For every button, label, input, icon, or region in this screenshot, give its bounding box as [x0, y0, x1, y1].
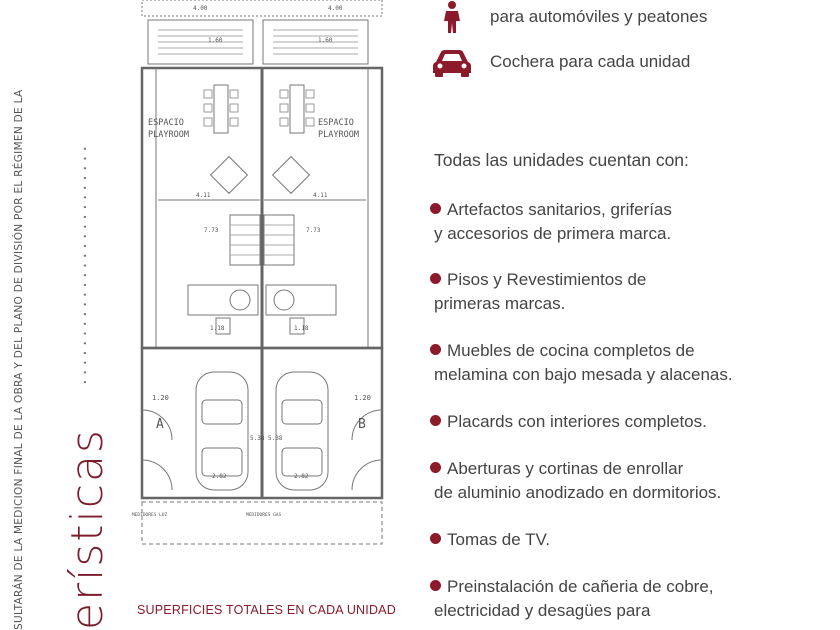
- dim-garage-right: 5.38: [268, 435, 283, 442]
- list-item: Tomas de TV.: [430, 528, 550, 552]
- bullet-icon: [430, 462, 441, 473]
- dim-small-right: 1.60: [318, 37, 333, 44]
- pedestrian-icon: [430, 0, 474, 34]
- room-label-left: ESPACIO: [148, 118, 184, 128]
- dim-width-right: 4.11: [313, 192, 328, 199]
- list-item: Artefactos sanitarios, griferías y accesorios de primera marca.: [430, 198, 672, 246]
- bullet-icon: [430, 580, 441, 591]
- meter-left-label: MEDIDORES LUZ: [132, 513, 168, 518]
- bullet-icon: [430, 415, 441, 426]
- feature-garage: [430, 46, 690, 80]
- meter-right-label: MEDIDORES GAS: [246, 513, 282, 518]
- dim-side-left: 1.20: [152, 394, 169, 402]
- list-item: Aberturas y cortinas de enrollar de aluminio anodizado en dormitorios.: [430, 457, 721, 505]
- dim-bath-right: 1.18: [294, 325, 309, 332]
- side-dots: .........................: [70, 141, 91, 385]
- unit-b-label: B: [358, 417, 366, 432]
- plan-caption: SUPERFICIES TOTALES EN CADA UNIDAD: [137, 603, 396, 617]
- room-label-right: ESPACIO: [318, 118, 354, 128]
- list-item: Preinstalación de cañeria de cobre, electricidad y desagües para: [430, 575, 714, 623]
- dim-depth-right: 7.73: [306, 227, 321, 234]
- dim-garage-left: 5.38: [250, 435, 265, 442]
- room-sublabel-right: PLAYROOM: [318, 130, 359, 140]
- list-item: Placards con interiores completos.: [430, 410, 707, 434]
- side-title: erísticas: [62, 428, 113, 630]
- dim-side-right: 1.20: [354, 394, 371, 402]
- bullet-icon: [430, 344, 441, 355]
- features-intro: Todas las unidades cuentan con:: [434, 150, 689, 170]
- unit-a-label: A: [156, 417, 164, 432]
- dim-top-right: 4.00: [328, 5, 343, 12]
- floor-plan-drawing: [118, 0, 410, 590]
- side-legal-note: SULTARÁN DE LA MEDICION FINAL DE LA OBRA Y DEL PLANO DE DIVISIÓN POR EL RÉGIMEN DE LA: [13, 89, 25, 630]
- dim-top-left: 4.00: [193, 5, 208, 12]
- feature-access: [430, 0, 707, 34]
- list-item: Muebles de cocina completos de melamina con bajo mesada y alacenas.: [430, 339, 733, 387]
- dim-small-left: 1.60: [208, 37, 223, 44]
- dim-garage-width-left: 2.82: [212, 473, 227, 480]
- bullet-icon: [430, 273, 441, 284]
- dim-width-left: 4.11: [196, 192, 211, 199]
- feature-garage-text: Cochera para cada unidad: [490, 52, 691, 71]
- list-item: Pisos y Revestimientos de primeras marcas.: [430, 268, 646, 316]
- dim-garage-width-right: 2.82: [294, 473, 309, 480]
- room-sublabel-left: PLAYROOM: [148, 130, 189, 140]
- dim-bath-left: 1.18: [210, 325, 225, 332]
- bullet-icon: [430, 203, 441, 214]
- floor-plan: [118, 0, 410, 590]
- bullet-icon: [430, 533, 441, 544]
- car-icon: [430, 46, 474, 80]
- feature-access-text: para automóviles y peatones: [490, 7, 708, 26]
- dim-depth-left: 7.73: [204, 227, 219, 234]
